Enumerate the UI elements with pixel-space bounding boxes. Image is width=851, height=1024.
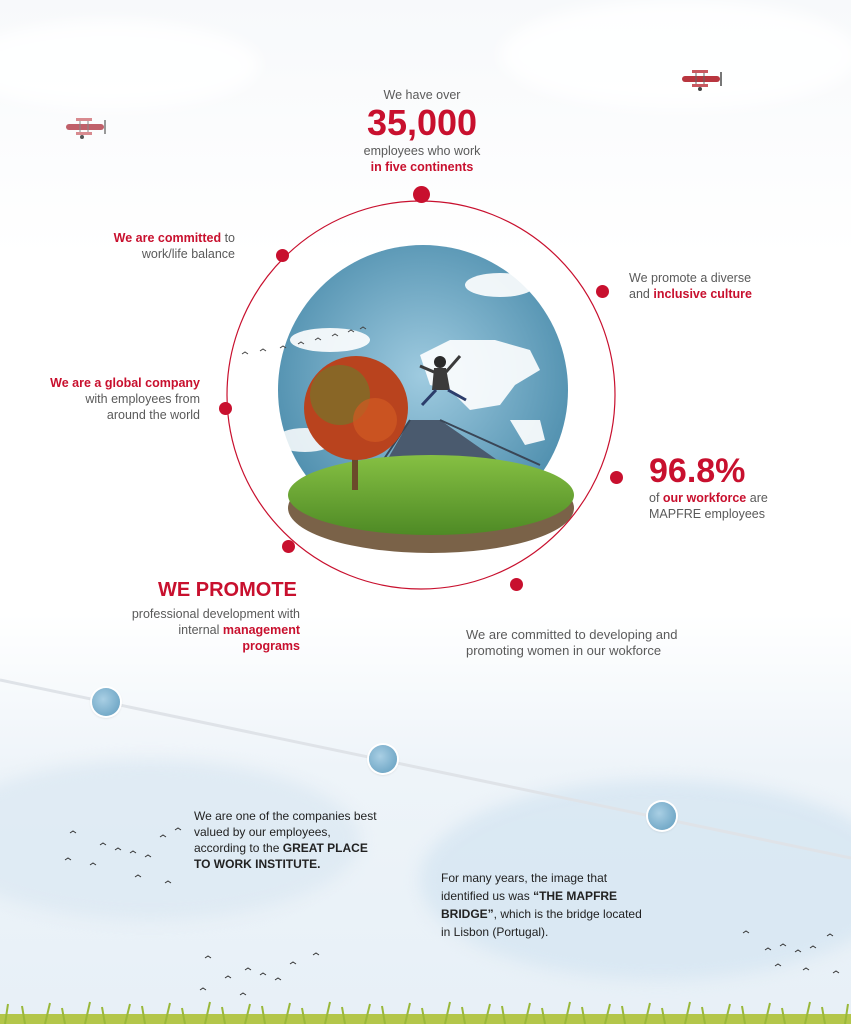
best-valued-line4-bold: TO WORK INSTITUTE. — [194, 857, 321, 871]
global-line2: with employees from — [85, 392, 200, 406]
work-life-highlight: We are committed — [113, 231, 222, 245]
workforce-post: are — [746, 491, 768, 505]
employees-line1: employees who work — [363, 144, 481, 158]
biplane-icon — [678, 66, 726, 92]
bridge-line2-pre: identified us was — [441, 889, 534, 903]
best-valued-fact — [194, 808, 414, 872]
global-line3: around the world — [106, 408, 200, 422]
bridge-line3-bold: BRIDGE” — [441, 907, 494, 921]
ring-dot-global[interactable] — [219, 402, 232, 415]
employees-pre: We have over — [383, 88, 461, 102]
women-point — [466, 627, 726, 659]
ring-dot-women[interactable] — [510, 578, 523, 591]
workforce-highlight: our workforce — [662, 491, 747, 505]
biplane-icon — [62, 114, 110, 140]
diverse-highlight: inclusive culture — [653, 287, 752, 301]
bridge-fact — [441, 869, 671, 941]
workforce-pre: of — [649, 491, 663, 505]
best-valued-line1: We are one of the companies best — [194, 809, 377, 823]
ring-dot-workforce[interactable] — [610, 471, 623, 484]
women-line2: promoting women in our wokforce — [466, 643, 662, 658]
bridge-line1: For many years, the image that — [441, 871, 608, 885]
bird-flock-icon — [240, 326, 370, 356]
background-cloud — [0, 20, 260, 110]
work-life-point — [60, 230, 235, 262]
ring-dot-diverse[interactable] — [596, 285, 609, 298]
workforce-line2: MAPFRE employees — [649, 507, 766, 521]
globe-icon[interactable] — [369, 745, 397, 773]
grass-icon — [0, 1000, 851, 1024]
background-cloud — [500, 0, 851, 110]
ring-diagram — [210, 190, 630, 610]
global-point — [20, 375, 200, 423]
workforce-number: 96.8% — [649, 452, 746, 490]
promote-pre: internal — [178, 623, 223, 637]
promote-title: WE PROMOTE — [158, 579, 297, 601]
workforce-stat — [649, 452, 839, 522]
promote-highlight: management — [222, 623, 300, 637]
best-valued-line2: valued by our employees, — [194, 825, 331, 839]
bridge-line3-post: , which is the bridge located — [493, 907, 642, 921]
ring-dot-promote[interactable] — [282, 540, 295, 553]
employees-stat — [300, 87, 544, 175]
best-valued-line3-pre: according to the — [194, 841, 283, 855]
diverse-point — [629, 270, 829, 302]
diverse-pre: and — [629, 287, 654, 301]
work-life-rest: to — [221, 231, 235, 245]
promote-line3: programs — [242, 639, 300, 653]
employees-line2: in five continents — [370, 160, 474, 174]
ring-dot-top[interactable] — [413, 186, 430, 203]
bird-flock-icon — [60, 825, 190, 895]
bird-flock-icon — [735, 928, 845, 978]
ring-dot-work-life[interactable] — [276, 249, 289, 262]
women-line1: We are committed to developing and — [466, 627, 678, 642]
best-valued-line3-bold: GREAT PLACE — [282, 841, 368, 855]
bird-flock-icon — [195, 950, 335, 1005]
promote-point — [100, 578, 300, 654]
globe-icon[interactable] — [92, 688, 120, 716]
work-life-line2: work/life balance — [141, 247, 235, 261]
diverse-line1: We promote a diverse — [629, 271, 752, 285]
globe-icon[interactable] — [648, 802, 676, 830]
bridge-line4: in Lisbon (Portugal). — [441, 925, 549, 939]
bridge-line2-bold: “THE MAPFRE — [533, 889, 618, 903]
global-highlight: We are a global company — [50, 376, 200, 390]
employees-number: 35,000 — [366, 102, 478, 143]
promote-line1: professional development with — [131, 607, 300, 621]
